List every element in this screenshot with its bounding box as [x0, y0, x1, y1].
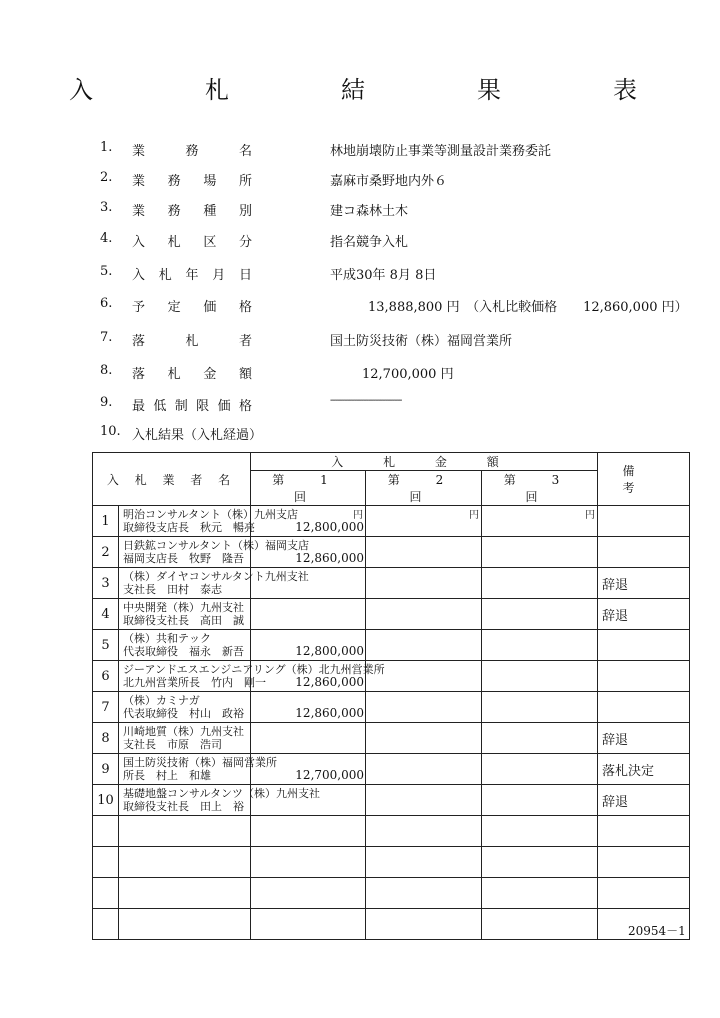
- label-char: 制: [174, 399, 188, 414]
- table-row: [93, 599, 690, 630]
- bidder-company: 基礎地盤コンサルタンツ（株）九州支社: [123, 787, 321, 800]
- info-label: [132, 140, 252, 159]
- note-cell: [598, 630, 690, 661]
- label-char: 札: [158, 268, 172, 283]
- blank-cell: [366, 878, 482, 909]
- label-char: 日: [238, 268, 252, 283]
- info-number: 3.: [100, 200, 113, 215]
- blank-cell: [93, 847, 119, 878]
- bid-amount-round-2: [366, 661, 482, 692]
- table-row: [93, 692, 690, 723]
- label-char: 格: [238, 399, 252, 414]
- info-label: [132, 330, 252, 349]
- bid-amount-round-2: [366, 785, 482, 816]
- bidder-cell: [119, 537, 310, 568]
- note-cell: 辞退: [598, 785, 690, 816]
- note-cell: [598, 537, 690, 568]
- bidder-company: 中央開発（株）九州支社: [123, 601, 244, 614]
- row-number: 4: [93, 599, 119, 630]
- bid-results-table: [92, 452, 707, 940]
- bid-amount-round-1: [251, 692, 366, 723]
- bidder-representative: 代表取締役 福永 新吾: [123, 645, 244, 658]
- label-char: 分: [238, 235, 252, 250]
- bid-amount-round-1: [251, 506, 366, 537]
- note-cell: [598, 692, 690, 723]
- bidder-cell: [119, 630, 251, 661]
- blank-cell: [366, 847, 482, 878]
- header-round-2: 第 2 回: [366, 471, 482, 506]
- bid-amount-round-3: [482, 537, 598, 568]
- info-number: 4.: [100, 231, 113, 246]
- info-label: [132, 264, 252, 283]
- bidder-cell: [119, 754, 277, 785]
- info-label: 入札結果（入札経過）: [132, 428, 263, 443]
- table-row-blank: [93, 909, 690, 940]
- label-char: 名: [238, 144, 252, 159]
- bid-amount-value: 12,700,000: [295, 768, 365, 782]
- info-number: 10.: [100, 424, 121, 439]
- note-cell: [598, 661, 690, 692]
- blank-cell: [366, 816, 482, 847]
- label-char: 予: [132, 300, 146, 315]
- bidder-company: （株）カミナガ: [123, 694, 200, 707]
- bidder-company: ジーアンドエスエンジニアリング（株）北九州営業所: [123, 663, 385, 676]
- label-char: 年: [185, 268, 199, 283]
- bidder-cell: [119, 723, 251, 754]
- note-cell: 辞退: [598, 568, 690, 599]
- row-number: 1: [93, 506, 119, 537]
- table-row: [93, 754, 690, 785]
- info-value: 林地崩壊防止事業等測量設計業務委託: [330, 144, 552, 159]
- info-value: 国土防災技術（株）福岡営業所: [330, 334, 513, 349]
- label-char: 格: [238, 300, 252, 315]
- bidder-representative: 北九州営業所長 竹内 剛一: [123, 676, 266, 689]
- row-number: 9: [93, 754, 119, 785]
- bid-amount-value: 12,860,000: [295, 675, 365, 689]
- table-row: [93, 661, 690, 692]
- info-value: 建コ森林土木: [330, 204, 409, 219]
- blank-cell: [366, 909, 482, 940]
- bid-amount-round-3: [482, 506, 598, 537]
- bid-amount-round-2: [366, 506, 482, 537]
- blank-cell: [482, 909, 598, 940]
- label-char: 額: [238, 367, 252, 382]
- bid-amount-round-2: [366, 754, 482, 785]
- info-number: 9.: [100, 395, 113, 410]
- label-char: 別: [238, 204, 252, 219]
- blank-cell: [598, 816, 690, 847]
- label-char: 入: [132, 235, 146, 250]
- bid-amount-value: 12,800,000: [295, 520, 365, 534]
- label-char: 価: [217, 399, 231, 414]
- blank-cell: [598, 878, 690, 909]
- info-value: 嘉麻市桑野地内外６: [330, 174, 448, 189]
- label-char: 最: [132, 399, 146, 414]
- bid-amount-round-3: [482, 661, 598, 692]
- blank-cell: [482, 816, 598, 847]
- label-char: 業: [132, 144, 146, 159]
- label-char: 札: [167, 235, 181, 250]
- header-round-3: 第 3 回: [482, 471, 598, 506]
- bid-amount-round-2: [366, 630, 482, 661]
- row-number: 5: [93, 630, 119, 661]
- header-bidder: 入 札 業 者 名: [93, 453, 251, 506]
- blank-cell: [93, 909, 119, 940]
- header-amount: 入 札 金 額: [251, 453, 598, 471]
- bidder-company: （株）共和テック: [123, 632, 211, 645]
- blank-cell: [251, 909, 366, 940]
- label-char: 務: [167, 204, 181, 219]
- row-number: 8: [93, 723, 119, 754]
- table-row: [93, 630, 690, 661]
- note-cell: [598, 506, 690, 537]
- info-value: 12,700,000 円: [362, 367, 454, 382]
- info-label: [132, 296, 252, 315]
- table-row: [93, 723, 690, 754]
- bid-amount-round-3: [482, 754, 598, 785]
- bid-amount-round-2: [366, 723, 482, 754]
- blank-cell: [119, 816, 251, 847]
- bidder-representative: 取締役支社長 田上 裕: [123, 800, 244, 813]
- row-number: 6: [93, 661, 119, 692]
- table-row: [93, 785, 690, 816]
- blank-cell: [119, 847, 251, 878]
- label-char: 区: [203, 235, 217, 250]
- bidder-cell: [119, 692, 251, 723]
- bid-amount-round-1: [251, 754, 366, 785]
- page-footer-code: 20954－1: [628, 924, 686, 938]
- bidder-representative: 所長 村上 和雄: [123, 769, 211, 782]
- bid-amount-value: 12,800,000: [295, 644, 365, 658]
- label-char: 札: [185, 334, 199, 349]
- bid-amount-round-1: [251, 785, 366, 816]
- bidder-company: 明治コンサルタント（株）九州支店: [123, 508, 299, 521]
- table-header-row: [93, 453, 690, 471]
- info-number: 8.: [100, 363, 113, 378]
- bidder-representative: 福岡支店長 牧野 隆吾: [123, 552, 244, 565]
- label-char: 場: [203, 174, 217, 189]
- yen-mark: 円: [469, 510, 480, 521]
- bidder-representative: 支社長 市原 浩司: [123, 738, 222, 751]
- info-label: [132, 231, 252, 250]
- row-number: 10: [93, 785, 119, 816]
- blank-cell: [119, 878, 251, 909]
- bid-amount-round-3: [482, 599, 598, 630]
- bidder-representative: 支社長 田村 泰志: [123, 583, 222, 596]
- info-value: 平成30年 8月 8日: [330, 268, 437, 283]
- note-cell: 辞退: [598, 599, 690, 630]
- info-label: [132, 363, 252, 382]
- info-number: 7.: [100, 330, 113, 345]
- note-cell: 辞退: [598, 723, 690, 754]
- label-char: 所: [238, 174, 252, 189]
- header-round-1: 第 1 回: [251, 471, 366, 506]
- label-char: 入: [132, 268, 146, 283]
- table-row-blank: [93, 816, 690, 847]
- label-char: 落: [132, 367, 146, 382]
- table-row: [93, 537, 690, 568]
- row-number: 3: [93, 568, 119, 599]
- info-value: 指名競争入札: [330, 235, 409, 250]
- document-title: 入 札 結 果 表: [69, 76, 681, 104]
- table-row-blank: [93, 847, 690, 878]
- bid-amount-round-1: [251, 723, 366, 754]
- label-char: 月: [212, 268, 226, 283]
- bid-amount-round-3: [482, 692, 598, 723]
- bid-amount-value: 12,860,000: [295, 551, 365, 565]
- label-char: 札: [167, 367, 181, 382]
- info-number: 5.: [100, 264, 113, 279]
- bid-amount-round-2: [366, 692, 482, 723]
- label-char: 業: [132, 174, 146, 189]
- info-label: [132, 170, 252, 189]
- bid-amount-round-1: [251, 661, 366, 692]
- label-char: 金: [203, 367, 217, 382]
- bid-amount-round-2: [366, 537, 482, 568]
- label-char: 定: [167, 300, 181, 315]
- yen-mark: 円: [353, 510, 364, 521]
- label-char: 者: [238, 334, 252, 349]
- bidder-cell: [119, 506, 299, 537]
- bid-amount-round-3: [482, 568, 598, 599]
- bidder-cell: [119, 599, 251, 630]
- info-number: 6.: [100, 296, 113, 311]
- label-char: 限: [196, 399, 210, 414]
- label-char: 落: [132, 334, 146, 349]
- bidder-company: 日鉄鉱コンサルタント（株）福岡支店: [123, 539, 310, 552]
- bidder-representative: 取締役支社長 高田 誠: [123, 614, 244, 627]
- info-label: [132, 395, 252, 414]
- bidder-company: 川崎地質（株）九州支社: [123, 725, 244, 738]
- info-number: 1.: [100, 140, 113, 155]
- bidder-cell: [119, 785, 321, 816]
- label-char: 低: [153, 399, 167, 414]
- header-note: 備 考: [598, 453, 690, 506]
- bidder-representative: 代表取締役 村山 政裕: [123, 707, 244, 720]
- bid-amount-value: 12,860,000: [295, 706, 365, 720]
- bid-amount-round-3: [482, 785, 598, 816]
- bidder-company: （株）ダイヤコンサルタント九州支社: [123, 570, 309, 583]
- bidder-representative: 取締役支店長 秋元 暢亮: [123, 521, 255, 534]
- label-char: 種: [203, 204, 217, 219]
- blank-cell: [251, 816, 366, 847]
- blank-cell: [119, 909, 251, 940]
- label-char: 業: [132, 204, 146, 219]
- blank-cell: [93, 816, 119, 847]
- bid-amount-round-2: [366, 599, 482, 630]
- blank-cell: [251, 847, 366, 878]
- table-row-blank: [93, 878, 690, 909]
- table-row: [93, 568, 690, 599]
- info-value: ------------------------------: [330, 395, 402, 406]
- bid-amount-round-1: [251, 537, 366, 568]
- label-char: 務: [167, 174, 181, 189]
- info-value: 13,888,800 円 （入札比較価格 12,860,000 円）: [368, 300, 688, 315]
- info-label: [132, 200, 252, 219]
- blank-cell: [251, 878, 366, 909]
- blank-cell: [482, 847, 598, 878]
- table-row: [93, 506, 690, 537]
- blank-cell: [93, 878, 119, 909]
- blank-cell: [598, 847, 690, 878]
- row-number: 2: [93, 537, 119, 568]
- bidder-cell: [119, 568, 309, 599]
- bidder-company: 国土防災技術（株）福岡営業所: [123, 756, 277, 769]
- bid-amount-round-1: [251, 630, 366, 661]
- info-number: 2.: [100, 170, 113, 185]
- note-cell: 落札決定: [598, 754, 690, 785]
- row-number: 7: [93, 692, 119, 723]
- bid-amount-round-1: [251, 599, 366, 630]
- blank-cell: [482, 878, 598, 909]
- bid-amount-round-1: [251, 568, 366, 599]
- label-char: 価: [203, 300, 217, 315]
- label-char: 務: [185, 144, 199, 159]
- bid-amount-round-3: [482, 630, 598, 661]
- bid-amount-round-2: [366, 568, 482, 599]
- yen-mark: 円: [585, 510, 596, 521]
- bid-amount-round-3: [482, 723, 598, 754]
